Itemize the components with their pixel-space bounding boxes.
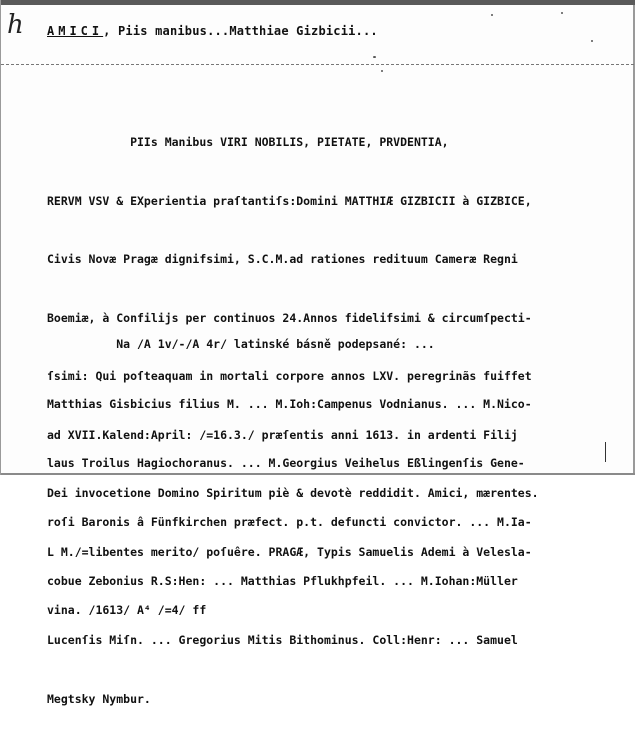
text-line: RERVM VSV & EXperientia praſtantiſs:Domini MATTHIÆ GIZBICII à GIZBICE, (47, 193, 532, 208)
scan-speck (373, 56, 376, 58)
text-line: ad XVII.Kalend:April: /=16.3./ præſentis anni 1613. in ardenti Filij (47, 427, 518, 442)
heading-title: , Piis manibus...Matthiae Gizbicii... (103, 24, 378, 38)
card-top-edge (1, 0, 635, 5)
margin-tick-mark (605, 442, 606, 462)
note-line: cobue Zebonius R.S:Hen: ... Matthias Pflukhpfeil. ... M.Iohan:Müller (47, 573, 518, 588)
text-line: Dei invocetione Domino Spiritum piè & devotè reddidit. Amici, mærentes. (47, 486, 539, 500)
scan-speck (561, 12, 563, 14)
heading-label: AMICI (47, 24, 104, 38)
note-line: Matthias Gisbicius filius M. ... M.Ioh:Campenus Vodnianus. ... M.Nico- (47, 396, 532, 411)
text-line: Boemiæ, à Confilijs per continuos 24.Annos fidelifsimi & circumſpecti- (47, 310, 532, 325)
shelf-mark: h (7, 10, 24, 40)
note-line: roſi Baronis â Fünfkirchen præfect. p.t. defuncti convictor. ... M.Ia- (47, 514, 532, 529)
text-line: ſsimi: Qui poſteaquam in mortali corpore annos LXV. peregrinãs fuiffet (47, 369, 532, 383)
note-line: Na /A 1v/-/A 4r/ latinské básně podepsané: ... (47, 337, 435, 352)
card-heading (47, 24, 378, 38)
scan-speck (381, 70, 383, 72)
note-line: Megtsky Nymbur. (47, 691, 151, 706)
text-line: vina. /1613/ A⁴ /=4/ ff (47, 603, 207, 617)
scan-speck (591, 40, 593, 42)
scan-speck (491, 14, 493, 16)
contents-note (47, 296, 532, 749)
heading-divider (1, 64, 634, 65)
text-line: PIIs Manibus VIRI NOBILIS, PIETATE, PRVDENTIA, (47, 135, 449, 149)
text-line: Civis Novæ Pragæ dignifsimi, S.C.M.ad rationes redituum Cameræ Regni (47, 252, 518, 266)
note-line: laus Troilus Hagiochoranus. ... M.Georgius Veihelus Eßlingenſis Gene- (47, 455, 525, 470)
text-line: L M./=libentes merito/ poſuêre. PRAGÆ, Typis Samuelis Ademi à Veleslа- (47, 544, 532, 559)
note-line: Lucenſis Miſn. ... Gregorius Mitis Bithominus. Coll:Henr: ... Samuel (47, 632, 518, 647)
